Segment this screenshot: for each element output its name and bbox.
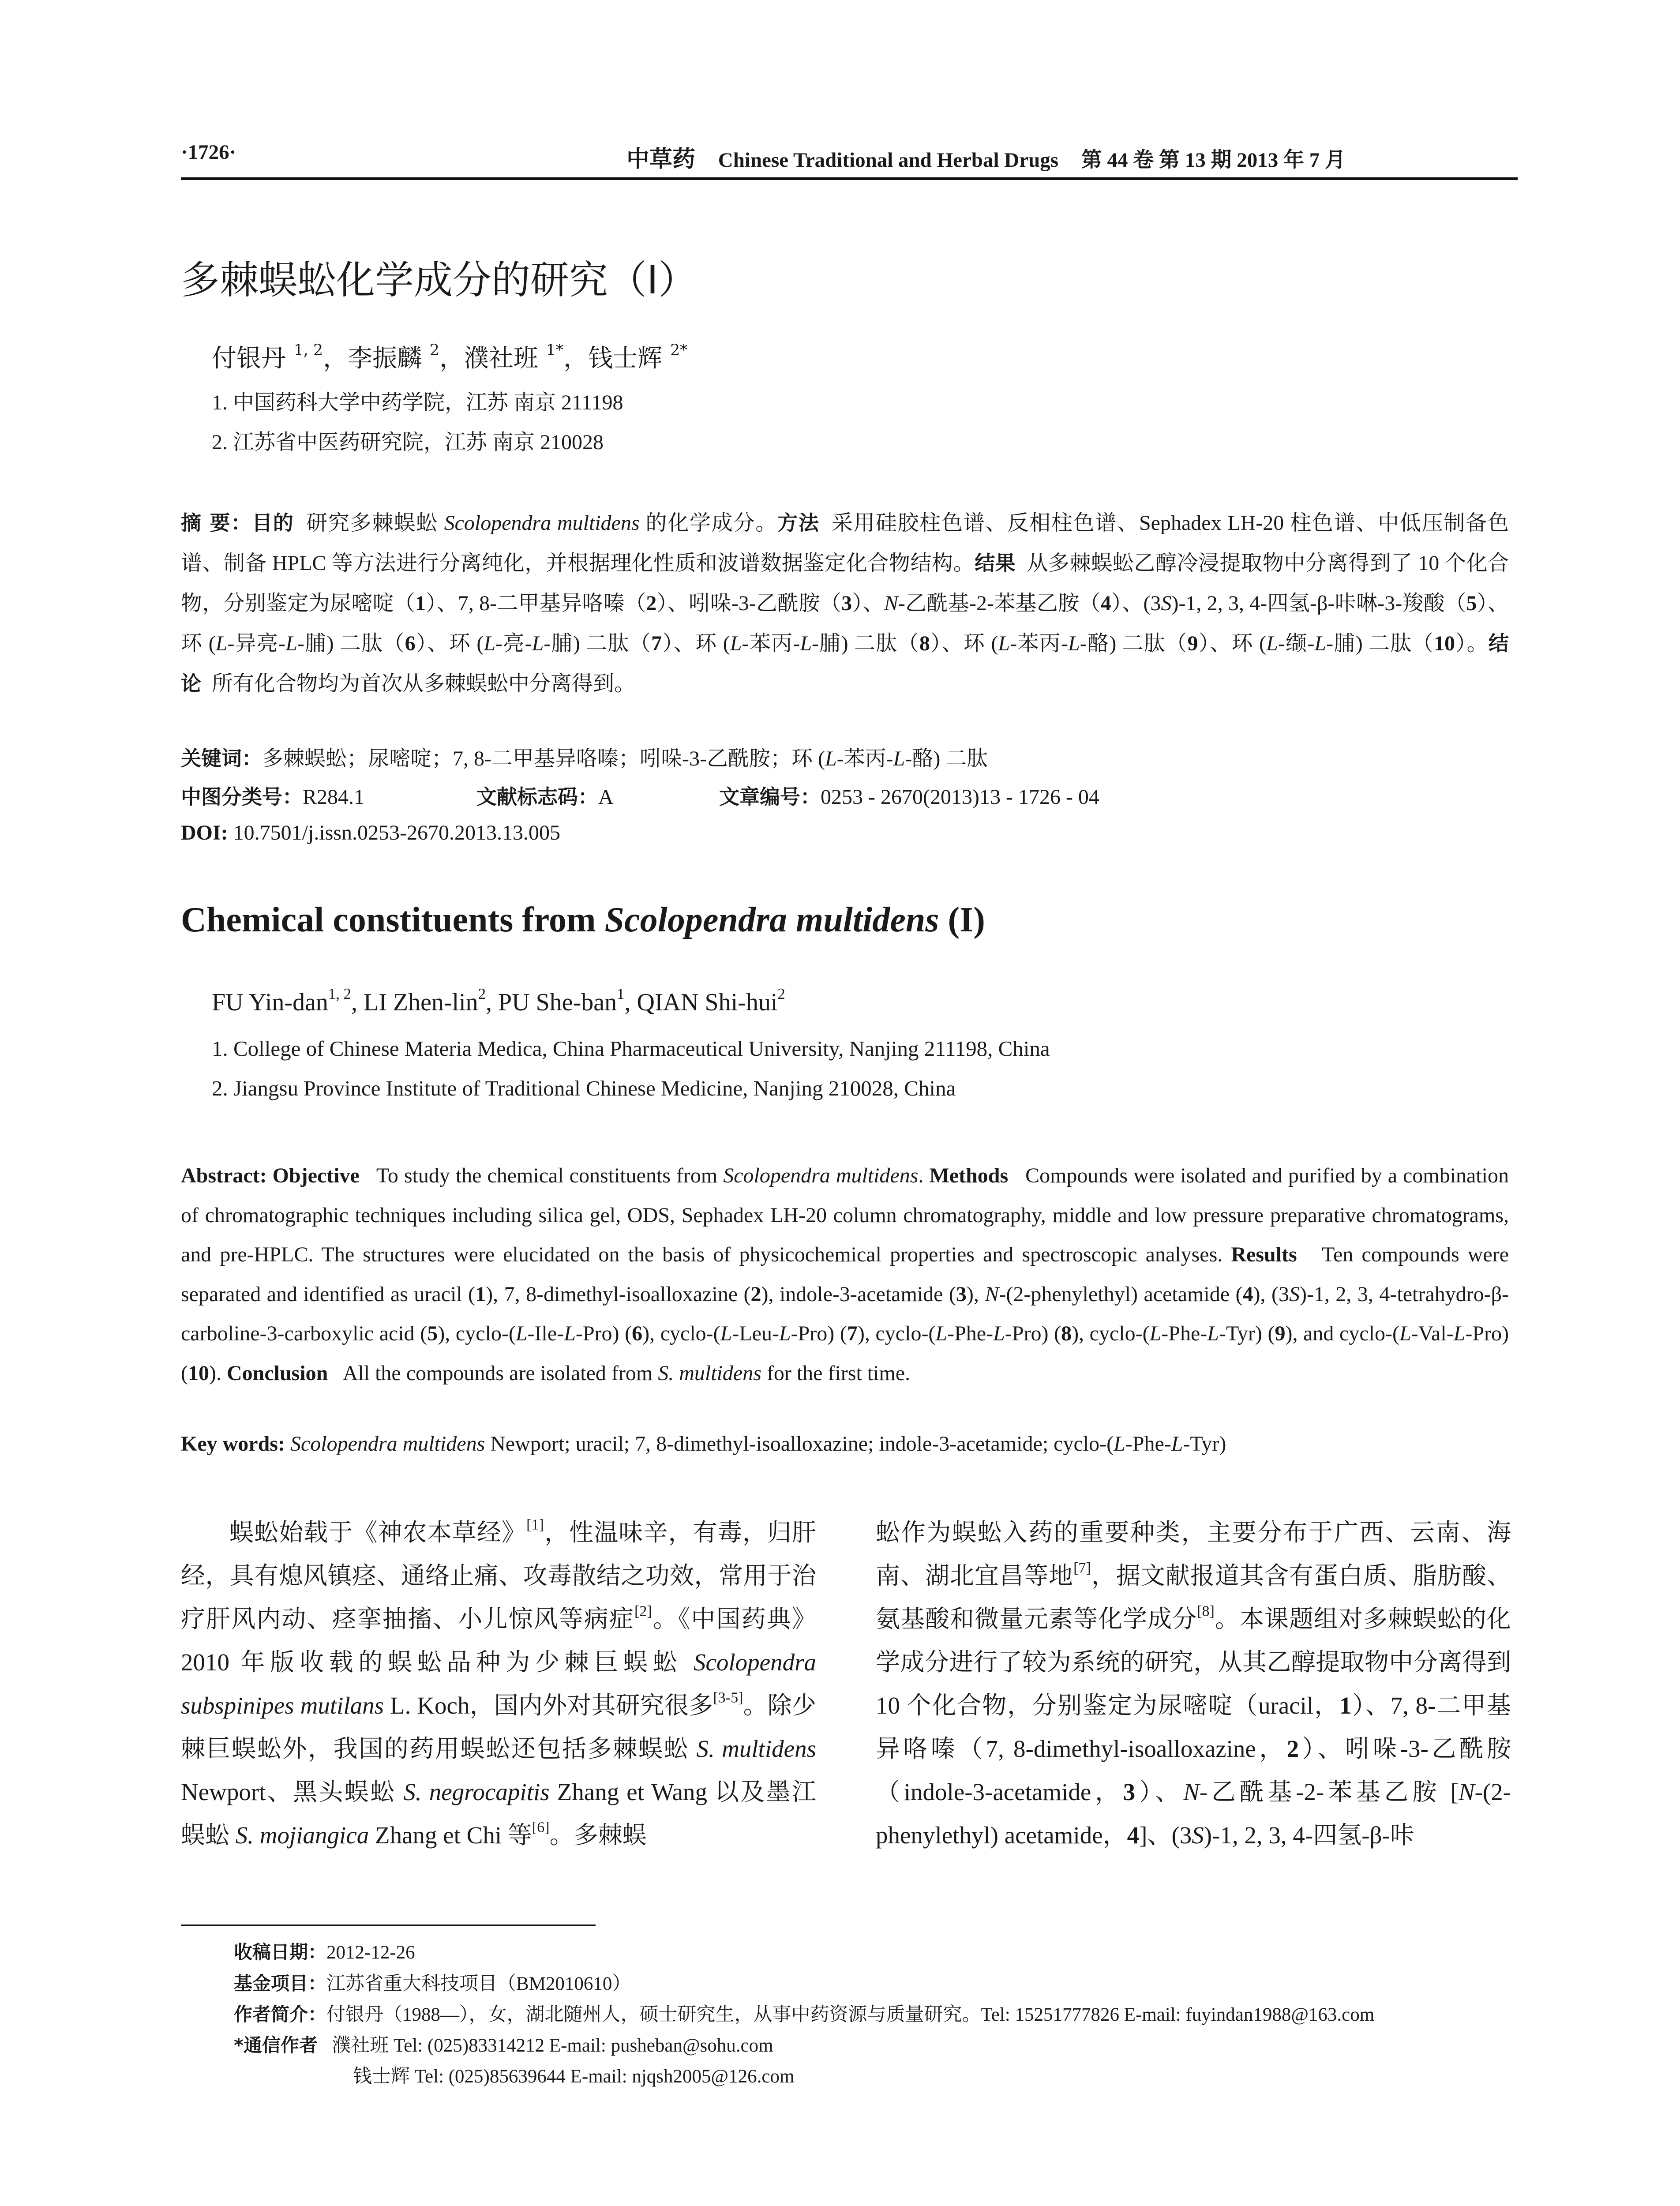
cn-keywords: 关键词：多棘蜈蚣；尿嘧啶；7, 8-二甲基异咯嗪；吲哚-3-乙酰胺；环 (L-苯丙-L-酪) 二肽	[181, 747, 988, 770]
article-number-value: 0253 - 2670(2013)13 - 1726 - 04	[821, 785, 1099, 809]
en-affiliation-2: 2. Jiangsu Province Institute of Traditional Chinese Medicine, Nanjing 210028, China	[212, 1076, 956, 1100]
footnote-corresponding-2: 钱士辉 Tel: (025)85639644 E-mail: njqsh2005@126.com	[353, 2066, 795, 2087]
en-abstract-label: Abstract: Objective	[181, 1164, 360, 1187]
fund-label: 基金项目：	[234, 1973, 327, 1994]
footnote-author	[234, 2000, 1374, 2026]
header-rule	[181, 177, 1518, 180]
cn-results-label: 结果	[975, 551, 1016, 575]
received-label: 收稿日期：	[234, 1941, 327, 1963]
author-value: 付银丹（1988—），女，湖北随州人，硕士研究生，从事中药资源与质量研究。Tel: 15251777826 E-mail: fuyindan1988@163.com	[326, 2004, 1375, 2025]
received-date: 2012-12-26	[326, 1942, 415, 1963]
doccode-label: 文献标志码：	[476, 785, 598, 809]
cn-affiliation-1: 1. 中国药科大学中药学院，江苏 南京 211198	[212, 391, 623, 414]
cn-title: 多棘蜈蚣化学成分的研究（I）	[181, 257, 697, 303]
cn-objective-label: 目的	[252, 511, 294, 535]
journal-name-en: Chinese Traditional and Herbal Drugs	[718, 149, 1059, 172]
journal-line	[626, 140, 1346, 173]
en-conclusion-label: Conclusion	[226, 1361, 328, 1385]
footnote-corresponding	[234, 2030, 773, 2057]
author-label: 作者简介：	[234, 2003, 327, 2025]
corresponding-1: 濮社班 Tel: (025)83314212 E-mail: pusheban@sohu.com	[332, 2035, 773, 2056]
doccode-value: A	[598, 785, 614, 809]
fund-value: 江苏省重大科技项目（BM2010610）	[326, 1973, 631, 1994]
journal-name-cn: 中草药	[626, 146, 696, 173]
page-number: ·1726·	[181, 141, 236, 164]
cn-authors: 付银丹 $^{1, 2}$，李振麟 $^2$，濮社班 $^{1*}$，钱士辉 $^{2*}$	[212, 341, 688, 373]
en-keywords-label: Key words:	[181, 1432, 285, 1456]
article-number-label: 文章编号：	[719, 785, 821, 809]
doi-label: DOI:	[181, 821, 228, 844]
cn-affiliation-2: 2. 江苏省中医药研究院，江苏 南京 210028	[212, 431, 604, 454]
footnote-received	[234, 1938, 415, 1964]
cn-abstract: 摘 要：目的 研究多棘蜈蚣 Scolopendra multidens 的化学成分。方法 采用硅胶柱色谱、反相柱色谱、Sephadex LH-20 柱色谱、中低压制备色谱、制备 HPLC 等方法进行分离纯化，并根据理化性质和波谱数据鉴定化合物结构。结果 从多棘蜈蚣乙醇冷浸提取物中分离得到了 10 个化合物，分别鉴定为尿嘧啶（1）、7, 8-二甲基异咯嗪（2）、吲哚-3-乙酰胺（3）、N-乙酰基-2-苯基乙胺（4）、(3S)-1, 2, 3, 4-四氢-β-咔啉-3-羧酸（5）、环 (L-异亮-L-脯) 二肽（6）、环 (L-亮-L-脯) 二肽（7）、环 (L-苯丙-L-脯) 二肽（8）、环 (L-苯丙-L-酪) 二肽（9）、环 (L-缬-L-脯) 二肽（10）。结论 所有化合物均为首次从多棘蜈蚣中分离得到。	[181, 511, 1509, 695]
en-title: Chemical constituents from Scolopendra multidens (I)	[181, 900, 985, 939]
classification-line	[181, 781, 1099, 810]
en-results-label: Results	[1231, 1243, 1297, 1266]
journal-issue: 第 44 卷 第 13 期 2013 年 7 月	[1081, 149, 1346, 172]
running-header	[181, 140, 1518, 176]
footnote-fund	[234, 1969, 631, 1996]
cn-keywords-label: 关键词：	[181, 747, 262, 770]
en-methods: Compounds were isolated and purified by a combination of chromatographic techniques including silica gel, ODS, Sephadex LH-20 column chromatography, middle and low pressure preparative chromatograms, and pre-HPLC. The structures were elucidated on the basis of physicochemical properties and spectroscopic analyses.	[181, 1164, 1509, 1266]
en-keywords: Key words: Scolopendra multidens Newport; uracil; 7, 8-dimethyl-isoalloxazine; indole-3-acetamide; cyclo-(L-Phe-L-Tyr)	[181, 1432, 1226, 1456]
body-column-left: 蜈蚣始载于《神农本草经》[1]，性温味辛，有毒，归肝经，具有熄风镇痉、通络止痛、攻毒散结之功效，常用于治疗肝风内动、痉挛抽搐、小儿惊风等病症[2]。《中国药典》2010 年版收载的蜈蚣品种为少棘巨蜈蚣 Scolopendra subspinipes mutilans L. Koch，国内外对其研究很多[3-5]。除少棘巨蜈蚣外，我国的药用蜈蚣还包括多棘蜈蚣 S. multidens Newport、黑头蜈蚣 S. negrocapitis Zhang et Wang 以及墨江蜈蚣 S. mojiangica Zhang et Chi 等[6]。多棘蜈	[181, 1516, 816, 1849]
cn-conclusion: 所有化合物均为首次从多棘蜈蚣中分离得到。	[212, 672, 636, 695]
en-methods-label: Methods	[929, 1164, 1009, 1187]
clc-value: R284.1	[303, 785, 365, 809]
cn-conclusion-label: 结论	[181, 631, 1509, 695]
cn-methods-label: 方法	[777, 511, 820, 535]
cn-abstract-label: 摘 要：	[181, 511, 252, 535]
body-column-right: 蚣作为蜈蚣入药的重要种类，主要分布于广西、云南、海南、湖北宜昌等地[7]，据文献报道其含有蛋白质、脂肪酸、氨基酸和微量元素等化学成分[8]。本课题组对多棘蜈蚣的化学成分进行了较为系统的研究，从其乙醇提取物中分离得到 10 个化合物，分别鉴定为尿嘧啶（uracil，1）、7, 8-二甲基异咯嗪（7, 8-dimethyl-isoalloxazine，2）、吲哚-3-乙酰胺（indole-3-acetamide，3）、N-乙酰基-2-苯基乙胺 [N-(2-phenylethyl) acetamide，4]、(3S)-1, 2, 3, 4-四氢-β-咔	[876, 1519, 1511, 1849]
corresponding-label: *通信作者	[234, 2034, 318, 2056]
en-authors: FU Yin-dan$^{1, 2}$, LI Zhen-lin$^2$, PU She-ban$^1$, QIAN Shi-hui$^2$	[212, 985, 785, 1016]
cn-methods: 采用硅胶柱色谱、反相柱色谱、Sephadex LH-20 柱色谱、中低压制备色谱、制备 HPLC 等方法进行分离纯化，并根据理化性质和波谱数据鉴定化合物结构。	[181, 511, 1509, 575]
footnote-rule	[181, 1925, 596, 1926]
clc-label: 中图分类号：	[181, 785, 303, 809]
doi-value: 10.7501/j.issn.0253-2670.2013.13.005	[233, 821, 561, 844]
en-abstract: Abstract: Objective To study the chemical constituents from Scolopendra multidens. Methods Compounds were isolated and purified by a combination of chromatographic techniques including silica gel, ODS, Sephadex LH-20 column chromatography, middle and low pressure preparative chromatograms, and pre-HPLC. The structures were elucidated on the basis of physicochemical properties and spectroscopic analyses. Results Ten compounds were separated and identified as uracil (1), 7, 8-dimethyl-isoalloxazine (2), indole-3-acetamide (3), N-(2-phenylethyl) acetamide (4), (3S)-1, 2, 3, 4-tetrahydro-β-carboline-3-carboxylic acid (5), cyclo-(L-Ile-L-Pro) (6), cyclo-(L-Leu-L-Pro) (7), cyclo-(L-Phe-L-Pro) (8), cyclo-(L-Phe-L-Tyr) (9), and cyclo-(L-Val-L-Pro) (10). Conclusion All the compounds are isolated from S. multidens for the first time.	[181, 1164, 1509, 1385]
doi-line	[181, 821, 560, 845]
en-affiliation-1: 1. College of Chinese Materia Medica, China Pharmaceutical University, Nanjing 211198, China	[212, 1036, 1050, 1061]
